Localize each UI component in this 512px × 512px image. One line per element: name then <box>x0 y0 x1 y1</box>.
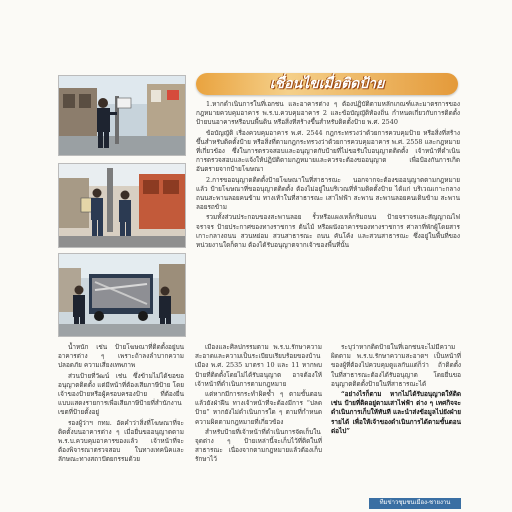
paragraph: เมืองและศิลปกรรมตาม พ.ร.บ.รักษาความสะอาดและความเป็นระเบียบเรียบร้อยของบ้านเมือง พ.ศ. 2535 มาตรา 10 และ 11 หากพบป้ายที่ติดตั้งโดยไม่ได้รับอนุญาต อาจต้องให้เจ้าหน้าที่ดำเนินการตามกฎหมาย <box>195 343 322 388</box>
paragraph: 2.การขออนุญาตติดตั้งป้ายโฆษณาในที่สาธารณะ นอกจากจะต้องขออนุญาตตามกฎหมายแล้ว ป้ายโฆษณาที่ขออนุญาตติดตั้ง ต้องไม่อยู่ในบริเวณที่ห้ามติดตั้งป้าย ได้แก่ บริเวณเกาะกลางถนนสะพานลอยคนข้าม ทางเท้าในที่สาธารณะ เสาไฟฟ้า สะพาน สะพานลอยคนเดินข้าม สะพานลอยรถข้าม <box>196 175 460 212</box>
paragraph: สำหรับป้ายที่เจ้าหน้าที่ดำเนินการจัดเก็บในจุดต่าง ๆ ป้ายเหล่านี้จะเก็บไว้ที่ติดในที่สาธารณะ เนื่องจากตามกฎหมายแล้วต้องเก็บรักษาไว้ <box>195 427 322 464</box>
paragraph: รองผู้ว่าฯ กทม. อัดคำว่าสิ่งที่โฆษณาที่จะติดตั้งบนอาคารต่าง ๆ เมื่อยื่นขออนุญาตตาม พ.ร.บ.ควบคุมอาคารของแล้ว เจ้าหน้าที่จะต้องพิจารณาตรวจสอบ ในทางเทคนิคและลักษณะทางสถาปัตยกรรมด้วย <box>58 418 184 464</box>
paragraph: แต่หากมีการกระทำผิดซ้ำ ๆ ตามขั้นตอนแล้วยังฝ่าฝืน ทางเจ้าหน้าที่จะต้องมีการ “ปลดป้าย” หากยังไม่ดำเนินการใด ๆ ตามที่กำหนดความผิดตามกฎหมายที่เกี่ยวข้อง <box>195 390 322 426</box>
photo-officer-inspecting-sign <box>58 75 186 156</box>
paragraph: ระบุว่าหากติดป้ายในที่เอกชนจะไม่มีความผิดตาม พ.ร.บ.รักษาความสะอาดฯ เป็นหน้าที่ของผู้ที่ต้องไปควบคุมดูแลกันแต่ก็ว่า ถ้าติดตั้งในที่สาธารณะต้องได้รับอนุญาต โดยยื่นขออนุญาตติดตั้งป้ายในที่สาธารณะได้ <box>331 343 461 388</box>
credit-tag: ทีมข่าวชุมชนเมือง-ชายงาน <box>369 498 461 509</box>
article-title-banner <box>196 73 458 95</box>
paragraph: ส่วนป้ายที่วัฒน์ เช่น ซึ่งข้ามไม่ได้ขอขออนุญาตติดตั้ง แต่มีหน้าที่ต้องเสียภาษีป้าย โดยเจ้าของป้ายหรือผู้ครอบครองป้าย ที่ต้องยื่นแบบแสดงรายการเพื่อเสียภาษีป้ายที่สำนักงานเขตที่ป้ายตั้งอยู่ <box>58 371 184 417</box>
photo-officers-loading-signs-truck <box>58 253 186 337</box>
paragraph: น้ำหนัก เช่น ป้ายโฆษณาที่ติดตั้งอยู่บนอาคารต่าง ๆ เพราะถ้าลงลำบากความปลอดภัย ความเสี่ยงเทพภาพ <box>58 343 184 370</box>
intro-text <box>196 100 460 250</box>
article-title: เชื่อนไขเมื่อติดป้าย <box>269 76 385 92</box>
column-1 <box>58 343 184 465</box>
photo-removing-sign-from-pole <box>58 163 186 248</box>
paragraph: 1.หากดำเนินการในที่เอกชน และอาคารต่าง ๆ ต้องปฏิบัติตามหลักเกณฑ์และมาตรการของกฎหมายควบคุมอาคาร พ.ร.บ.ควบคุมอาคาร 2 และข้อบัญญัติท้องถิ่น กำหนดเกี่ยวกับการติดตั้งป้ายบนอาคารหรือบนพื้นดิน หรือสิ่งที่สร้างขึ้นสำหรับติดตั้งป้าย พ.ศ. 2540 <box>196 100 460 127</box>
pull-quote: “อย่างไรก็ตาม หากไม่ได้รับอนุญาตให้ติด เช่น ป้ายที่ติดอยู่ตามเสาไฟฟ้า ต่าง ๆ เทศกิจจะดำเนินการเก็บให้ทันที และนำส่งข้อมูลไปยังฝ่ายรายได้ เพื่อให้เจ้าของดำเนินการได้ตามขั้นตอนต่อไป” <box>331 390 462 435</box>
paragraph: รวมทั้งส่วนประกอบของสะพานลอย รั้วหรือแผงเหล็กริมถนน ป้ายจราจรและสัญญาณไฟจราจร ป้ายประกาศของทางราชการ ต้นไม้ หรือผนังอาคารของทางราชการ ศาลาที่พักผู้โดยสาร เกาะกลางถนน สวนหย่อม สวนสาธารณะ ถนน คันโค้ง และสวนสาธารณะ ซึ่งอยู่ในพื้นที่ของหน่วยงานใดก็ตาม ต้องได้รับอนุญาตจากเจ้าของพื้นที่นั้น <box>196 213 460 250</box>
paragraph: ข้อบัญญัติ เรื่องควบคุมอาคาร พ.ศ. 2544 กฎกระทรวงว่าด้วยการควบคุมป้าย หรือสิ่งที่สร้างขึ้นสำหรับติดตั้งป้าย หรือสิ่งที่ตามกฎกระทรวงว่าด้วยการควบคุมอาคาร พ.ศ. 2558 และกฎหมายที่เกี่ยวข้อง ซึ่งในการตรวจสอบและอนุญาตกับป้ายที่ไม่ขอรับใบอนุญาตติดตั้ง เจ้าหน้าที่ดำเนินการตรวจสอบและแจ้งให้ปฏิบัติตามกฎหมายและควรจะต้องขออนุญาต เพื่อป้องกันการเกิดอันตรายจากป้ายโฆษณา <box>196 128 460 174</box>
column-3 <box>331 343 461 436</box>
column-2 <box>195 343 322 465</box>
